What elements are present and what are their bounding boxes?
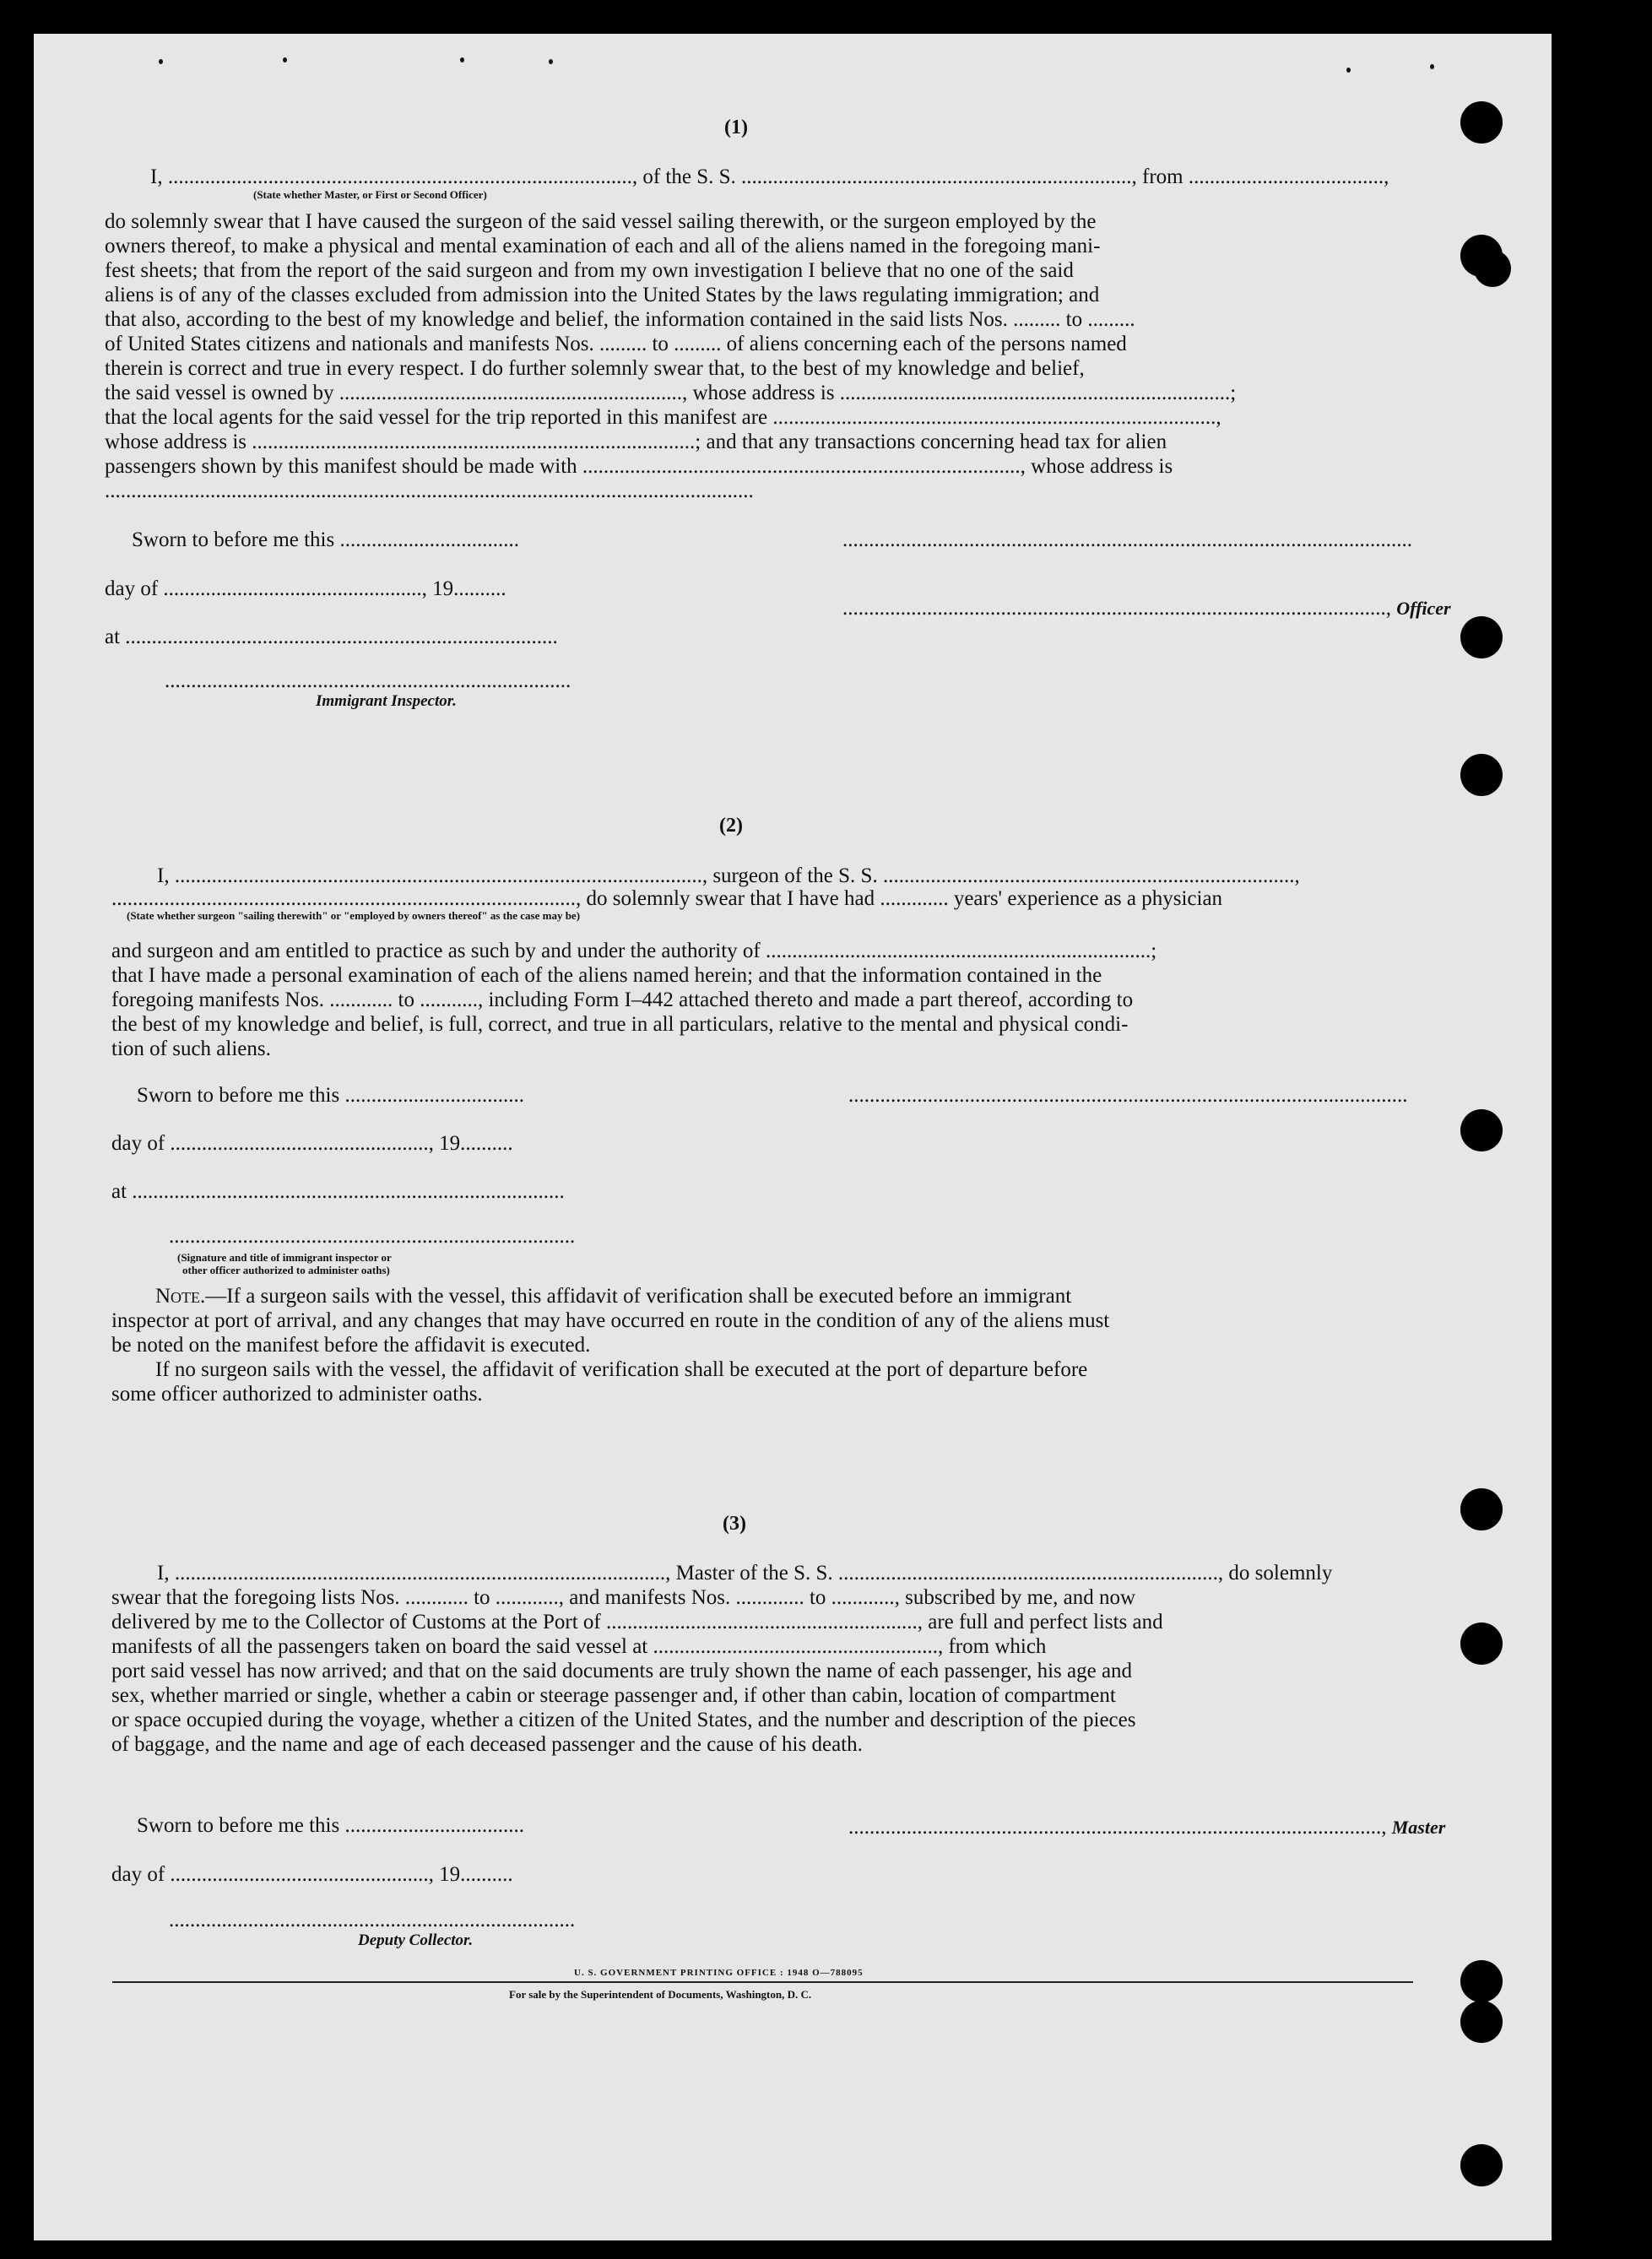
section-1-body-line: the said vessel is owned by ................................................................., whose address is ..........................................................................; xyxy=(105,382,1237,404)
deputy-collector-label: Deputy Collector. xyxy=(358,1931,474,1949)
section-3-sworn: Sworn to before me this .................................. xyxy=(137,1814,524,1837)
section-1-body-line: of United States citizens and nationals and manifests Nos. ......... to ......... of aliens concerning each of the persons named xyxy=(105,333,1127,355)
section-3-body-line: I, ............................................................................................., Master of the S. S. ........................................................................, do solemnly xyxy=(157,1562,1333,1585)
section-2-line-1: I, ...................................................................................................., surgeon of the S. S. .............................................................................., xyxy=(157,864,1300,887)
section-2-title-note: other officer authorized to administer oaths) xyxy=(182,1264,390,1276)
section-1-body-line: owners thereof, to make a physical and mental examination of each and all of the aliens named in the foregoing mani- xyxy=(105,235,1101,257)
printing-office: U. S. GOVERNMENT PRINTING OFFICE : 1948 O—788095 xyxy=(574,1968,864,1978)
section-1-body-line: passengers shown by this manifest should be made with ..................................................................................., whose address is xyxy=(105,455,1173,478)
punch-hole xyxy=(1460,2144,1503,2186)
section-1-body-line: ........................................................................................................................... xyxy=(105,479,754,502)
section-2-title-line: ............................................................................. xyxy=(169,1225,576,1248)
note-label: Note. xyxy=(155,1285,206,1308)
punch-hole xyxy=(1460,1960,1503,2002)
section-2-body-line: that I have made a personal examination of each of the aliens named herein; and that the information contained in the xyxy=(111,964,1102,987)
note-line: be noted on the manifest before the affidavit is executed. xyxy=(111,1334,591,1357)
section-3-collector-line: ............................................................................. xyxy=(169,1909,576,1931)
speck xyxy=(1430,64,1434,69)
section-3-body-line: sex, whether married or single, whether a cabin or steerage passenger and, if other than cabin, location of compartment xyxy=(111,1684,1116,1707)
punch-hole xyxy=(1460,2001,1503,2043)
section-2-body-line: foregoing manifests Nos. ............ to ..........., including Form I–442 attached thereto and made a part thereof, according to xyxy=(111,989,1134,1011)
punch-hole xyxy=(1460,616,1503,658)
section-1-body-line: aliens is of any of the classes excluded from admission into the United States by the laws regulating immigration; and xyxy=(105,284,1100,306)
punch-hole xyxy=(1460,1622,1503,1665)
speck xyxy=(283,57,287,62)
for-sale-notice: For sale by the Superintendent of Documents, Washington, D. C. xyxy=(509,1988,812,2001)
section-1-day: day of ................................................., 19.......... xyxy=(105,577,506,600)
section-1-body-line: therein is correct and true in every respect. I do further solemnly swear that, to the best of my knowledge and belief, xyxy=(105,357,1085,380)
punch-hole xyxy=(1460,101,1503,144)
section-1-line-1-note: (State whether Master, or First or Second Officer) xyxy=(253,188,487,201)
section-2-title-note: (Signature and title of immigrant inspector or xyxy=(177,1251,392,1264)
section-1-heading: (1) xyxy=(724,116,748,138)
section-3-body-line: of baggage, and the name and age of each deceased passenger and the cause of his death. xyxy=(111,1733,863,1756)
section-1-body-line: whose address is ....................................................................................; and that any transactions concerning head tax for alien xyxy=(105,431,1167,453)
section-1-inspector-line: ............................................................................. xyxy=(165,669,571,692)
section-3-day: day of ................................................., 19.......... xyxy=(111,1863,513,1886)
section-3-body-line: port said vessel has now arrived; and that on the said documents are truly shown the name of each passenger, his age and xyxy=(111,1660,1133,1682)
footer-rule xyxy=(112,1981,1413,1983)
section-1-at: at .................................................................................. xyxy=(105,626,558,648)
note-line: inspector at port of arrival, and any changes that may have occurred en route in the condition of any of the aliens must xyxy=(111,1309,1110,1332)
section-1-body-line: that also, according to the best of my knowledge and belief, the information contained in the said lists Nos. ......... to ......... xyxy=(105,308,1135,331)
section-1-body-line: fest sheets; that from the report of the said surgeon and from my own investigation I believe that no one of the said xyxy=(105,259,1074,282)
section-3-master-line: ....................................................................................................., Master xyxy=(848,1816,1446,1839)
speck xyxy=(1346,68,1351,73)
section-2-note xyxy=(111,1284,1411,1406)
speck xyxy=(549,59,553,64)
punch-hole xyxy=(1460,1488,1503,1530)
note-line: —If a surgeon sails with the vessel, this affidavit of verification shall be executed before an immigrant xyxy=(205,1285,1072,1308)
note-line: If no surgeon sails with the vessel, the affidavit of verification shall be executed at the port of departure before xyxy=(155,1358,1088,1381)
section-2-body xyxy=(111,939,1411,1061)
section-2-sworn: Sworn to before me this .................................. xyxy=(137,1084,524,1107)
section-1-body-line: that the local agents for the said vessel for the trip reported in this manifest are ...................................................................................., xyxy=(105,406,1221,429)
speck xyxy=(460,57,464,62)
section-2-heading: (2) xyxy=(719,815,743,837)
section-2-body-line: tion of such aliens. xyxy=(111,1037,271,1060)
section-2-line-2: ........................................................................................, do solemnly swear that I have had ............. years' experience as a physician xyxy=(111,887,1223,910)
punch-hole xyxy=(1460,1109,1503,1151)
section-3-body-line: delivered by me to the Collector of Customs at the Port of ..........................................................., are full and perfect lists and xyxy=(111,1611,1163,1633)
section-3-body-line: swear that the foregoing lists Nos. ............ to ............, and manifests Nos. ............. to ............, subscribed by me, and now xyxy=(111,1586,1136,1609)
section-1-body xyxy=(105,209,1405,503)
section-1-sworn: Sworn to before me this .................................. xyxy=(132,528,519,551)
section-2-line-2-note: (State whether surgeon "sailing therewith" or "employed by owners thereof" as the case may be) xyxy=(127,909,581,922)
section-1-line-1: I, ........................................................................................, of the S. S. .........................................................................., from ....................................., xyxy=(150,165,1389,188)
master-label: Master xyxy=(1391,1817,1446,1838)
section-3-body-line: manifests of all the passengers taken on board the said vessel at ......................................................, from which xyxy=(111,1635,1047,1658)
section-3-body xyxy=(111,1561,1411,1757)
section-2-body-line: and surgeon and am entitled to practice as such by and under the authority of .........................................................................; xyxy=(111,940,1157,962)
section-3-heading: (3) xyxy=(723,1513,746,1535)
section-3-body-line: or space occupied during the voyage, whether a citizen of the United States, and the number and description of the pieces xyxy=(111,1709,1136,1731)
section-1-officer-line: ......................................................................................................., Officer xyxy=(842,597,1451,620)
section-2-signature-line: .......................................................................................................... xyxy=(848,1084,1408,1107)
section-1-signature-line: ............................................................................................................ xyxy=(842,528,1412,551)
punch-hole xyxy=(1474,250,1511,287)
speck xyxy=(159,59,163,64)
section-1-body-line: do solemnly swear that I have caused the surgeon of the said vessel sailing therewith, or the surgeon employed by the xyxy=(105,210,1097,233)
note-line: some officer authorized to administer oaths. xyxy=(111,1383,483,1406)
section-2-at: at .................................................................................. xyxy=(111,1180,565,1203)
section-2-day: day of ................................................., 19.......... xyxy=(111,1132,513,1155)
immigrant-inspector-label: Immigrant Inspector. xyxy=(316,692,457,710)
punch-hole xyxy=(1460,754,1503,796)
section-2-body-line: the best of my knowledge and belief, is full, correct, and true in all particulars, relative to the mental and physical condi- xyxy=(111,1013,1129,1036)
form-page xyxy=(34,34,1552,2240)
officer-label: Officer xyxy=(1396,598,1451,619)
